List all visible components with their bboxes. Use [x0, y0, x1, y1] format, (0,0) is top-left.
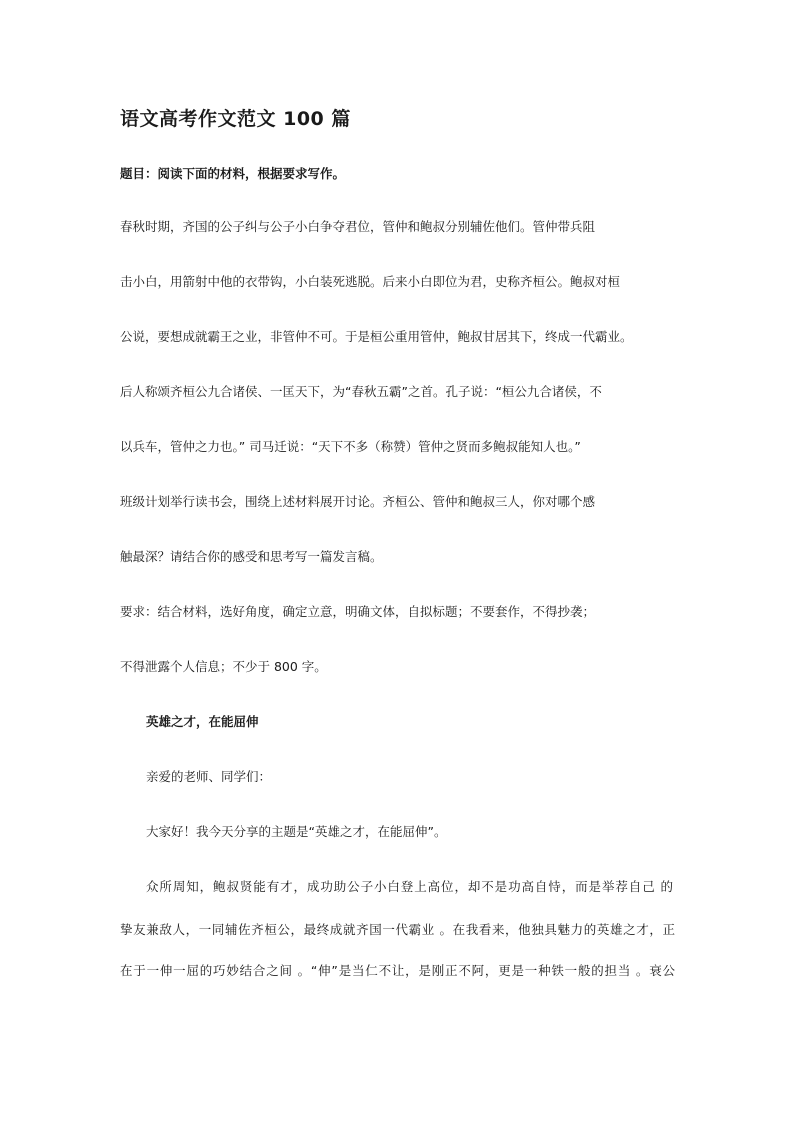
essay-body-line: 在于一伸一屈的巧妙结合之间 。“伸”是当仁不让，是刚正不阿，更是一种铁一般的担当 。衰公 — [120, 963, 675, 978]
material-line: 以兵车，管仲之力也。” 司马迁说：“天下不多（称赞）管仲之贤而多鲍叔能知人也。” — [120, 439, 581, 454]
essay-title: 英雄之才，在能屈伸 — [146, 714, 259, 729]
material-line: 击小白，用箭射中他的衣带钩，小白装死逃脱。后来小白即位为君，史称齐桓公。鲍叔对桓 — [120, 274, 621, 289]
material-line: 班级计划举行读书会，围绕上述材料展开讨论。齐桓公、管仲和鲍叔三人，你对哪个感 — [120, 494, 596, 509]
prompt-heading: 题目：阅读下面的材料，根据要求写作。 — [120, 166, 346, 181]
material-line: 春秋时期，齐国的公子纠与公子小白争夺君位，管仲和鲍叔分别辅佐他们。管仲带兵阻 — [120, 219, 596, 234]
essay-body-line: 众所周知，鲍叔贤能有才，成功助公子小白登上高位，却不是功高自恃，而是举荐自己 的 — [146, 879, 673, 894]
requirements-line: 要求：结合材料，选好角度，确定立意，明确文体，自拟标题；不要套作，不得抄袭； — [120, 604, 596, 619]
material-line: 触最深？请结合你的感受和思考写一篇发言稿。 — [120, 549, 383, 564]
document-title: 语文高考作文范文 100 篇 — [120, 108, 351, 130]
material-line: 公说，要想成就霸王之业，非管仲不可。于是桓公重用管仲，鲍叔甘居其下，终成一代霸业。 — [120, 329, 633, 344]
requirements-line: 不得泄露个人信息；不少于 800 字。 — [120, 659, 327, 674]
essay-body-line: 挚友兼敌人，一同辅佐齐桓公，最终成就齐国一代霸业 。在我看来，他独具魅力的英雄之才，正 — [120, 922, 675, 937]
essay-greeting: 亲爱的老师、同学们： — [146, 769, 272, 784]
essay-opening: 大家好！我今天分享的主题是“英雄之才，在能屈伸”。 — [146, 824, 447, 839]
material-line: 后人称颂齐桓公九合诸侯、一匡天下，为“春秋五霸”之首。孔子说：“桓公九合诸侯，不 — [120, 384, 602, 399]
